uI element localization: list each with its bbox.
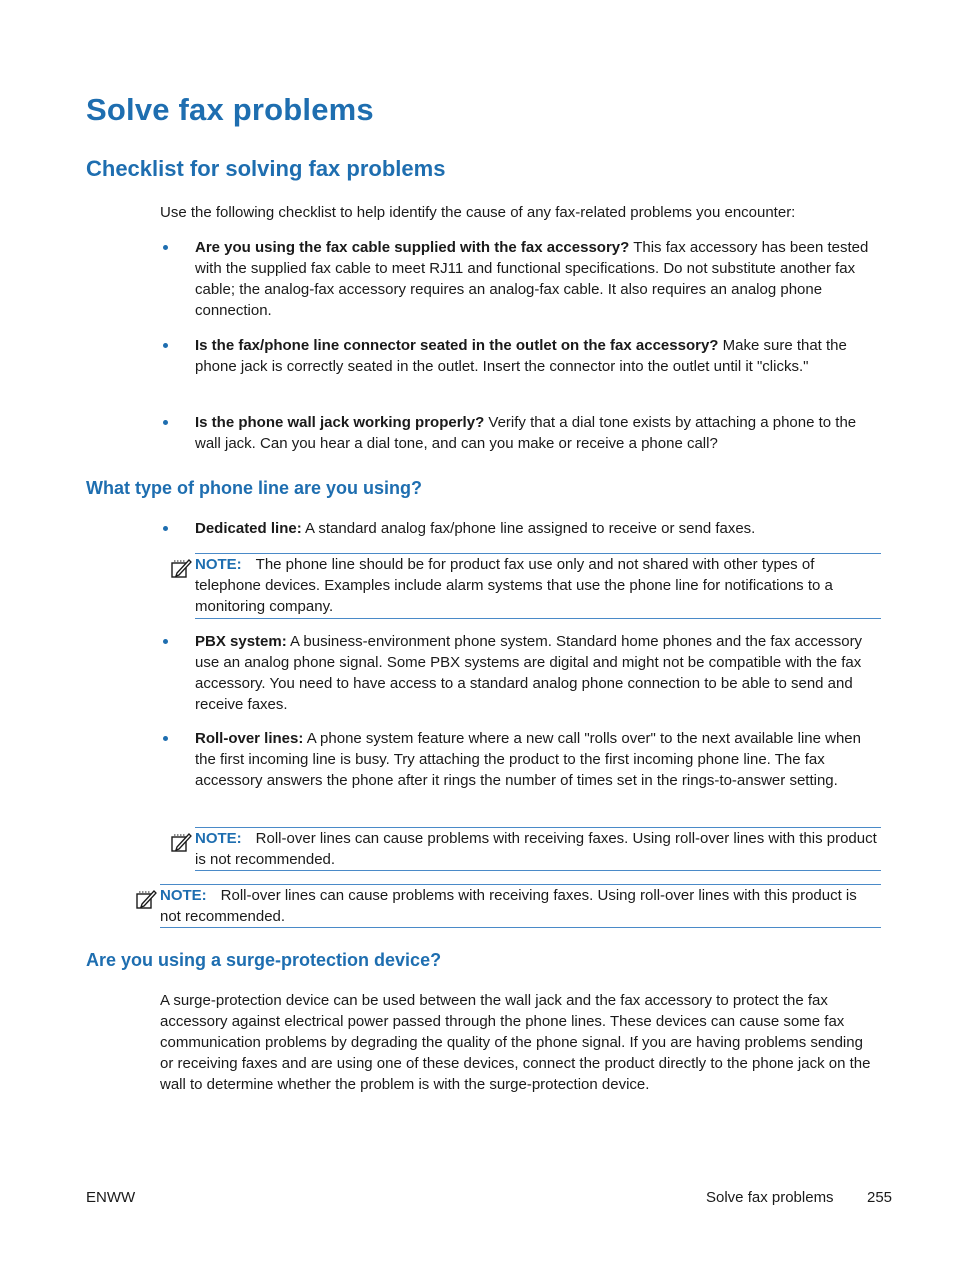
note-label: NOTE:	[195, 830, 242, 847]
list-item-lead: Roll-over lines:	[195, 730, 304, 747]
note-box	[195, 827, 881, 871]
bullet-dot	[163, 526, 168, 531]
section-heading: Checklist for solving fax problems	[86, 156, 446, 181]
surge-heading: Are you using a surge-protection device?	[86, 950, 442, 970]
note-box	[160, 884, 881, 928]
page-title: Solve fax problems	[86, 92, 374, 127]
footer-left: ENWW	[86, 1189, 136, 1206]
list-item	[195, 728, 880, 791]
list-item-lead: Dedicated line:	[195, 520, 302, 537]
list-item-lead: PBX system:	[195, 633, 287, 650]
page-number: 255	[867, 1189, 893, 1206]
note-icon	[170, 831, 192, 853]
note-label: NOTE:	[160, 887, 207, 904]
list-item	[195, 335, 880, 377]
note-box	[195, 553, 881, 619]
list-item	[195, 518, 880, 539]
list-item	[195, 631, 885, 715]
intro-paragraph: Use the following checklist to help identify the cause of any fax-related problems you encounter:	[160, 204, 796, 221]
list-item-text: This fax accessory has been tested with the supplied fax cable to meet RJ11 and functional specifications. Do not substitute another fax cable; the analog-fax accessory requires an analog-fax cable. It also requires an analog phone connection.	[195, 239, 869, 319]
note-icon	[170, 557, 192, 579]
list-item-text: A phone system feature where a new call "rolls over" to the next available line when the first incoming line is busy. Try attaching the product to the first incoming phone line. The fax accessory answers the phone after it rings the number of times set in the rings-to-answer setting.	[195, 730, 861, 789]
list-item	[195, 412, 880, 454]
phone-line-heading: What type of phone line are you using?	[86, 478, 423, 498]
note-text: Roll-over lines can cause problems with receiving faxes. Using roll-over lines with this product is not recommended.	[160, 887, 857, 925]
list-item-text: Verify that a dial tone exists by attaching a phone to the wall jack. Can you hear a dial tone, and can you make or receive a phone call?	[195, 414, 857, 452]
bullet-dot	[163, 420, 168, 425]
list-item-text: A standard analog fax/phone line assigned to receive or send faxes.	[301, 520, 756, 537]
list-item-lead: Are you using the fax cable supplied with the fax accessory?	[195, 239, 630, 256]
bullet-dot	[163, 245, 168, 250]
surge-paragraph: A surge-protection device can be used between the wall jack and the fax accessory to protect the fax accessory against electrical power passed through the phone lines. These devices can cause some fax communication problems by degrading the quality of the phone signal. If you are having problems sending or receiving faxes and are using one of these devices, connect the product directly to the phone jack on the wall to determine whether the problem is with the surge-protection device.	[160, 992, 871, 1093]
note-text: The phone line should be for product fax use only and not shared with other types of telephone devices. Examples include alarm systems that use the phone line for notifications to a monitoring company.	[195, 556, 833, 615]
footer-section: Solve fax problems	[706, 1189, 834, 1206]
list-item-lead: Is the fax/phone line connector seated in the outlet on the fax accessory?	[195, 337, 719, 354]
list-item	[195, 237, 880, 321]
list-item-text: Make sure that the phone jack is correctly seated in the outlet. Insert the connector into the outlet until it "clicks."	[195, 337, 847, 375]
note-text: Roll-over lines can cause problems with receiving faxes. Using roll-over lines with this product is not recommended.	[195, 830, 877, 868]
list-item-text: A business-environment phone system. Standard home phones and the fax accessory use an analog phone signal. Some PBX systems are digital and might not be compatible with the fax accessory. You need to have access to a standard analog phone connection to be able to send and receive faxes.	[195, 633, 863, 713]
bullet-dot	[163, 343, 168, 348]
bullet-dot	[163, 639, 168, 644]
list-item-lead: Is the phone wall jack working properly?	[195, 414, 485, 431]
bullet-dot	[163, 736, 168, 741]
note-icon	[135, 888, 157, 910]
note-label: NOTE:	[195, 556, 242, 573]
